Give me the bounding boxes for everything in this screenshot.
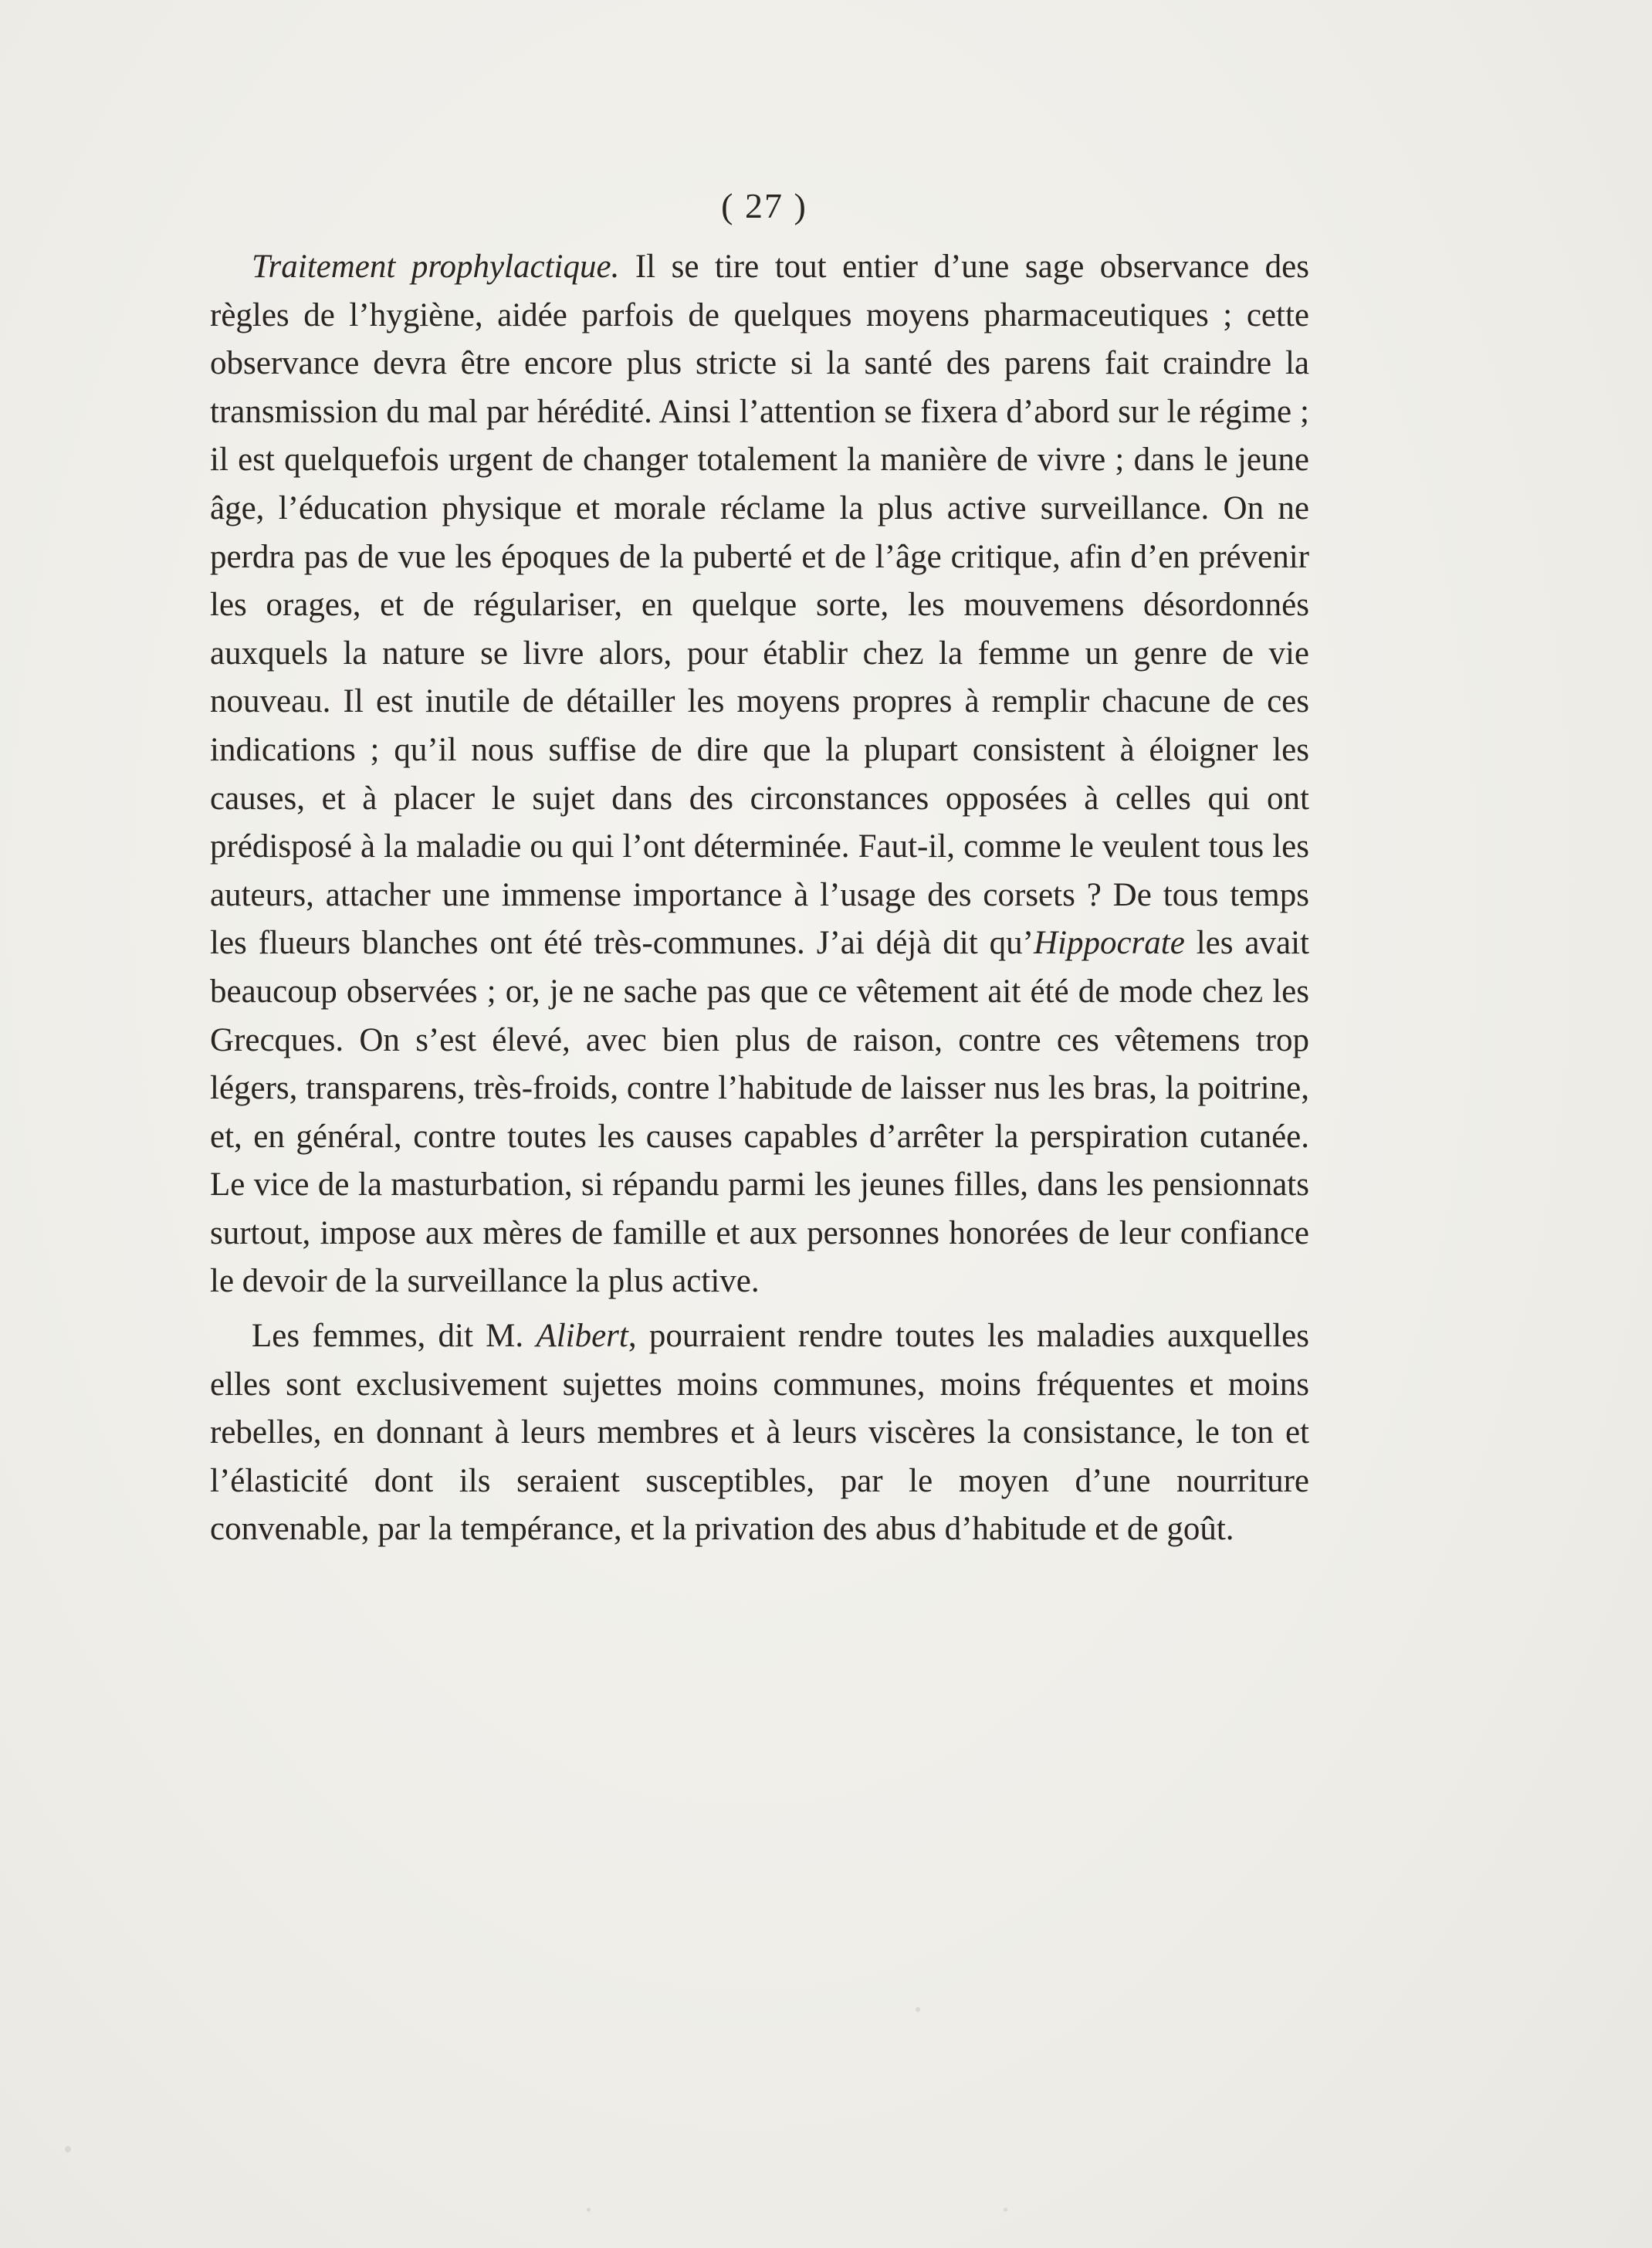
paragraph-text: , pourraient rendre toutes les maladies auxquelles elles sont exclusivement sujettes moins communes, moins fréquentes et moins rebelles, en donnant à leurs membres et à leurs viscères la consistance, le ton et l’élasticité dont ils seraient susceptibles, par le moyen d’une nourriture convenable, par la tempérance, et la privation des abus d’habitude et de goût. — [210, 1318, 1309, 1548]
paragraph-prophylactic-treatment — [210, 243, 1309, 1306]
author-name: Hippocrate — [1033, 925, 1185, 962]
paper-spot — [1004, 2208, 1007, 2212]
paragraph-alibert-quote — [210, 1312, 1309, 1554]
paragraph-text: Les femmes, dit M. — [252, 1318, 537, 1355]
body-text — [210, 243, 1309, 1554]
paper-spot — [587, 2208, 591, 2212]
section-heading: Traitement prophylactique. — [252, 249, 620, 285]
author-name: Alibert — [536, 1318, 628, 1355]
paragraph-text: Il se tire tout entier d’une sage observance des règles de l’hygiène, aidée parfois de quelques moyens pharmaceutiques ; cette observance devra être encore plus stricte si la santé des parens fait craindre la transmission du mal par hérédité. Ainsi l’attention se fixera d’abord sur le régime ; il est quelquefois urgent de changer totalement la manière de vivre ; dans le jeune âge, l’éducation physique et morale réclame la plus active surveillance. On ne perdra pas de vue les époques de la puberté et de l’âge critique, afin d’en prévenir les orages, et de régulariser, en quelque sorte, les mouvemens désordonnés auxquels la nature se livre alors, pour établir chez la femme un genre de vie nouveau. Il est inutile de détailler les moyens propres à remplir chacune de ces indications ; qu’il nous suffise de dire que la plupart consistent à éloigner les causes, et à placer le sujet dans des circonstances opposées à celles qui ont prédisposé à la maladie ou qui l’ont déterminée. Faut-il, comme le veulent tous les auteurs, attacher une immense importance à l’usage des corsets ? De tous temps les flueurs blanches ont été très-communes. J’ai déjà dit qu’ — [210, 249, 1309, 962]
page-number: ( 27 ) — [721, 186, 807, 225]
paragraph-text: les avait beaucoup observées ; or, je ne sache pas que ce vêtement ait été de mode chez les Grecques. On s’est élevé, avec bien plus de raison, contre ces vêtemens trop légers, transparens, très-froids, contre l’habitude de laisser nus les bras, la poitrine, et, en général, contre toutes les causes capables d’arrêter la perspiration cutanée. Le vice de la masturbation, si répandu parmi les jeunes filles, dans les pensionnats surtout, impose aux mères de famille et aux personnes honorées de leur confiance le devoir de la surveillance la plus active. — [210, 925, 1309, 1300]
paper-spot — [916, 2007, 920, 2012]
paper-spot — [65, 2146, 71, 2152]
